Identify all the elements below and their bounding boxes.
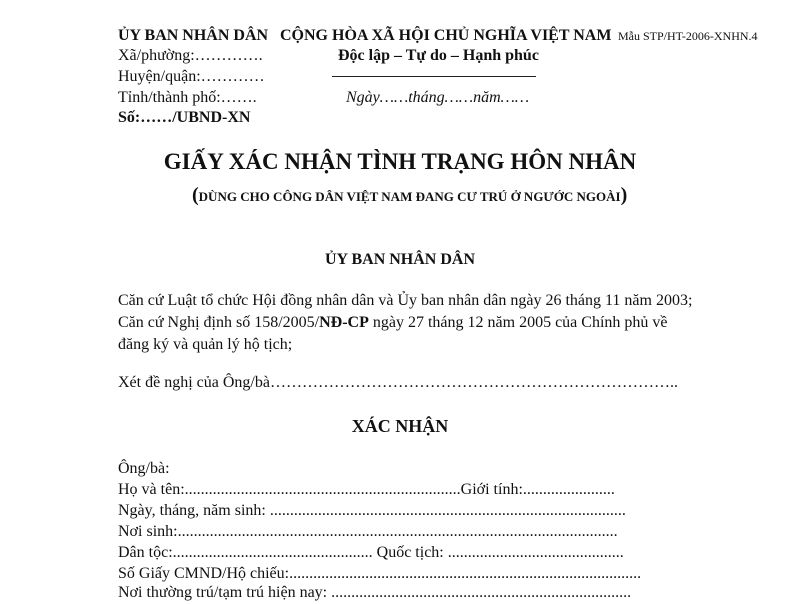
ethnicity-nationality-field: Dân tộc:.................................................. Quốc tịch: ............................................ [118,544,624,561]
issuing-org: ỦY BAN NHÂN DÂN [118,27,269,44]
subtitle-close-paren: ) [620,184,628,206]
basis-line-2-start: Căn cứ Nghị định số 158/2005/ [118,314,320,331]
motto-underline [332,76,536,77]
person-label: Ông/bà: [118,460,170,477]
birth-place-field: Nơi sinh:.............................................................................................................. [118,523,618,540]
residence-field: Nơi thường trú/tạm trú hiện nay: ........................................................................... [118,584,632,601]
national-motto: Độc lập – Tự do – Hạnh phúc [338,47,539,64]
document-number: Số:……/UBND-XN [118,109,251,126]
birth-date-field: Ngày, tháng, năm sinh: ......................................................................................... [118,502,626,519]
subtitle-text: DÙNG CHO CÔNG DÂN VIỆT NAM ĐANG CƯ TRÚ Ở NGƯỚC NGOÀI [198,189,621,204]
district-field: Huyện/quận:………… [118,68,265,85]
basis-line-2 [118,312,668,334]
province-field: Tỉnh/thành phố:……. [118,89,257,106]
basis-decree-code: NĐ-CP [319,314,369,331]
confirm-heading: XÁC NHẬN [351,416,449,436]
id-number-field: Số Giấy CMND/Hộ chiếu:........................................................................................ [118,565,642,582]
basis-line-1: Căn cứ Luật tổ chức Hội đồng nhân dân và Ủy ban nhân dân ngày 26 tháng 11 năm 2003; [118,292,693,309]
document-subtitle [192,184,627,208]
document-title: GIẤY XÁC NHẬN TÌNH TRẠNG HÔN NHÂN [163,149,637,174]
name-gender-field: Họ và tên:.....................................................................Giới tính:....................... [118,481,615,498]
issue-date: Ngày……tháng……năm…… [346,89,530,106]
consider-line: Xét đề nghị của Ông/bà………………………………………………………………….. [118,374,678,391]
basis-line-3: đăng ký và quản lý hộ tịch; [118,336,293,353]
form-code: Mẫu STP/HT-2006-XNHN.4 [618,29,758,43]
basis-line-2-end: ngày 27 tháng 12 năm 2005 của Chính phủ về [368,314,668,331]
authority-heading: ỦY BAN NHÂN DÂN [324,251,476,268]
country-name: CỘNG HÒA XÃ HỘI CHỦ NGHĨA VIỆT NAM [280,27,612,44]
subtitle-open-paren: ( [192,184,199,206]
ward-field: Xã/phường:…………. [118,47,263,64]
